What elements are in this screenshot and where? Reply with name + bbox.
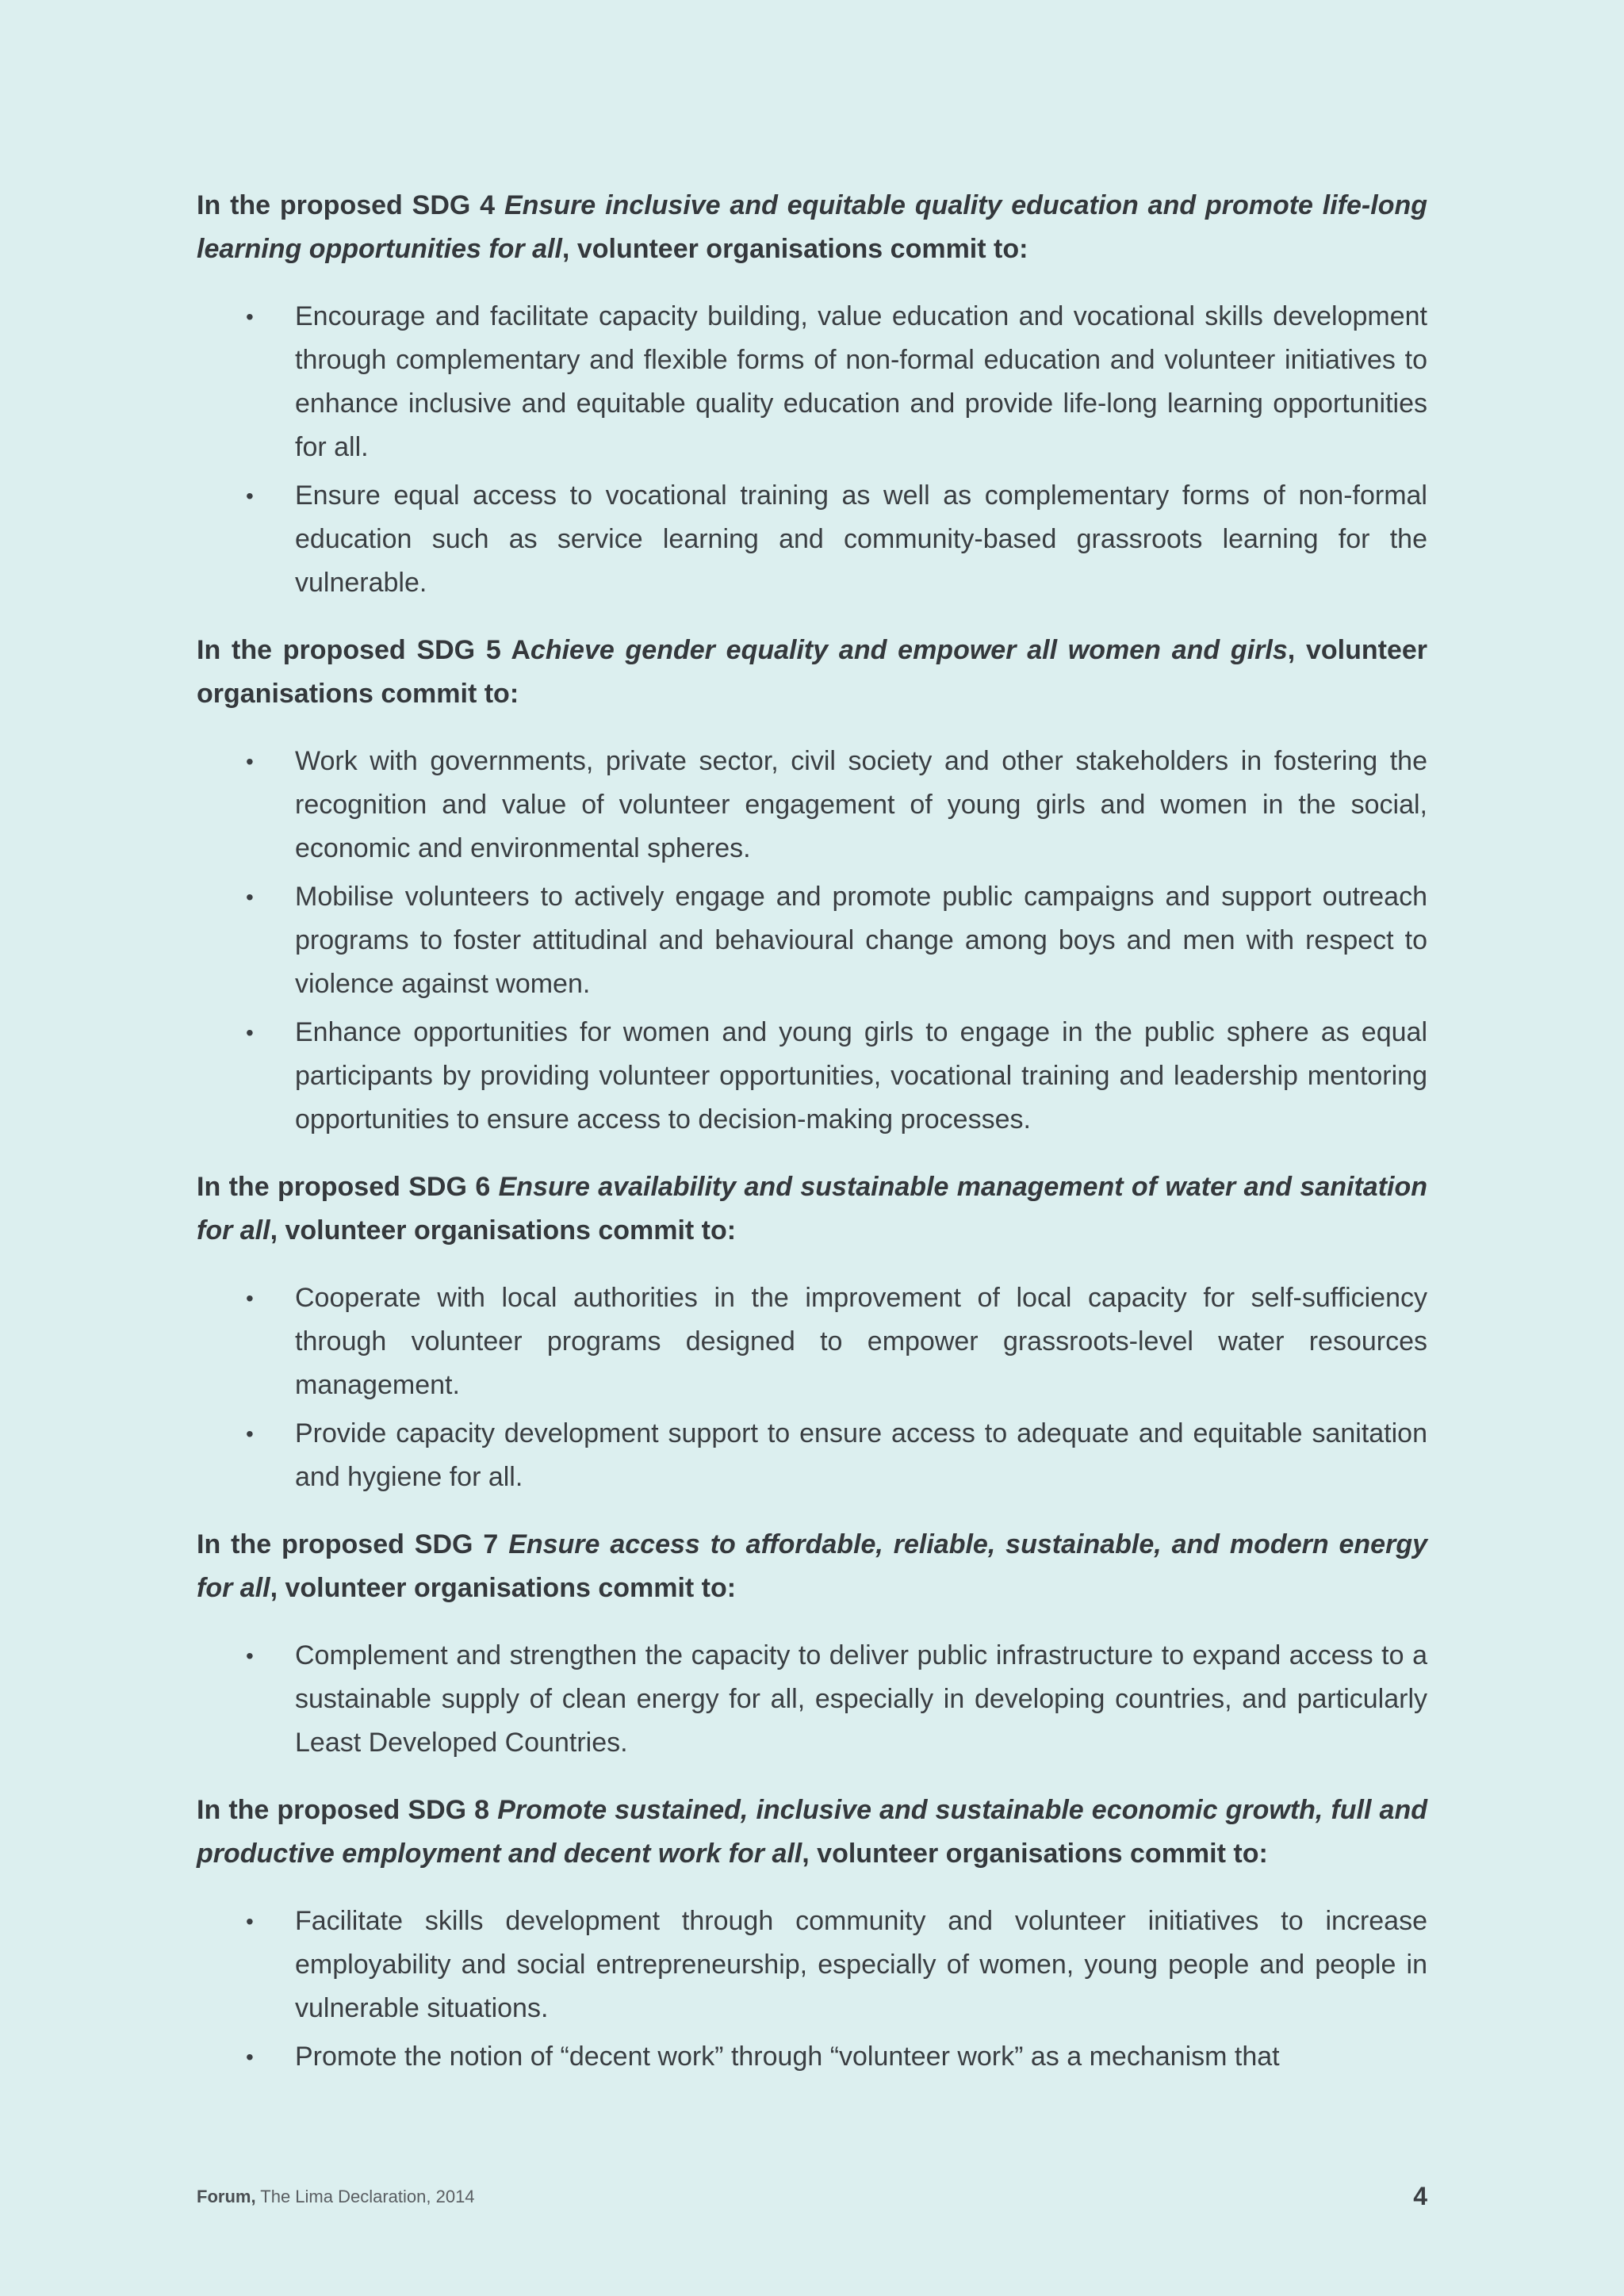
sdg-4-commitments <box>197 295 1427 605</box>
list-item-text: Ensure equal access to vocational training as well as complementary forms of non-formal education such as service learning and community-based grassroots learning for the vulnerable. <box>295 480 1427 598</box>
document-body <box>197 184 1427 2103</box>
list-item <box>197 295 1427 469</box>
list-item-text: Mobilise volunteers to actively engage and promote public campaigns and support outreach programs to foster attitudinal and behavioural change among boys and men with respect to violence against women. <box>295 882 1427 999</box>
goal-title: chieve gender equality and empower all women and girls <box>530 635 1288 665</box>
bullet-icon: • <box>246 749 254 774</box>
bullet-icon: • <box>246 484 254 508</box>
heading-suffix: , volunteer organisations commit to: <box>561 234 1028 264</box>
footer-brand: Forum, <box>197 2187 256 2206</box>
goal-title: Promote sustained, inclusive and sustainable economic growth, full and productive employment and decent work for all <box>197 1795 1427 1869</box>
list-item-text: Complement and strengthen the capacity to deliver public infrastructure to expand access to a sustainable supply of clean energy for all, especially in developing countries, and particularly Least Developed Countries. <box>295 1640 1427 1758</box>
list-item <box>197 740 1427 871</box>
list-item <box>197 875 1427 1006</box>
heading-prefix: In the proposed SDG 4 <box>197 190 504 220</box>
heading-suffix: , volunteer organisations commit to: <box>270 1573 737 1603</box>
heading-suffix: , volunteer organisations commit to: <box>270 1215 737 1246</box>
heading-prefix: In the proposed SDG 8 <box>197 1795 498 1825</box>
sdg-5-heading <box>197 629 1427 716</box>
bullet-icon: • <box>246 304 254 329</box>
sdg-8-commitments <box>197 1900 1427 2079</box>
sdg-5-commitments <box>197 740 1427 1142</box>
list-item <box>197 1276 1427 1407</box>
list-item-text: Enhance opportunities for women and young girls to engage in the public sphere as equal participants by providing volunteer opportunities, vocational training and leadership mentoring opportunities to ensure access to decision-making processes. <box>295 1017 1427 1135</box>
bullet-icon: • <box>246 1644 254 1668</box>
sdg-7-commitments <box>197 1634 1427 1765</box>
heading-suffix: , volunteer organisations commit to: <box>197 635 1427 709</box>
list-item <box>197 474 1427 605</box>
bullet-icon: • <box>246 1909 254 1934</box>
bullet-icon: • <box>246 1422 254 1446</box>
list-item <box>197 1011 1427 1142</box>
goal-title: Ensure inclusive and equitable quality education and promote life-long learning opportunities for all <box>197 190 1428 264</box>
list-item <box>197 1900 1427 2030</box>
goal-title: Ensure access to affordable, reliable, sustainable, and modern energy for all <box>197 1529 1427 1603</box>
list-item-text: Facilitate skills development through community and volunteer initiatives to increase employability and social entrepreneurship, especially of women, young people and people in vulnerable situations. <box>295 1906 1427 2023</box>
list-item-text: Cooperate with local authorities in the improvement of local capacity for self-sufficiency through volunteer programs designed to empower grassroots-level water resources management. <box>295 1283 1427 1400</box>
page-number: 4 <box>1413 2182 1427 2210</box>
page-footer <box>197 2187 475 2207</box>
bullet-icon: • <box>246 1286 254 1311</box>
list-item-text: Encourage and facilitate capacity building, value education and vocational skills development through complementary and flexible forms of non-formal education and volunteer initiatives to enhance inclusive and equitable quality education and provide life-long learning opportunities for all. <box>295 301 1427 462</box>
heading-prefix: In the proposed SDG 6 <box>197 1172 499 1202</box>
sdg-6-commitments <box>197 1276 1427 1499</box>
sdg-7-heading <box>197 1523 1427 1610</box>
bullet-icon: • <box>246 1020 254 1045</box>
list-item-text: Promote the notion of “decent work” through “volunteer work” as a mechanism that <box>295 2042 1280 2072</box>
list-item-text: Work with governments, private sector, civil society and other stakeholders in fostering the recognition and value of volunteer engagement of young girls and women in the social, economic and environmental spheres. <box>295 746 1427 863</box>
sdg-6-heading <box>197 1165 1427 1253</box>
list-item-text: Provide capacity development support to ensure access to adequate and equitable sanitation and hygiene for all. <box>295 1418 1427 1492</box>
footer-title: The Lima Declaration, 2014 <box>255 2187 475 2206</box>
bullet-icon: • <box>246 2045 254 2069</box>
heading-prefix: In the proposed SDG 5 A <box>197 635 530 665</box>
goal-title: Ensure availability and sustainable management of water and sanitation for all <box>197 1172 1427 1246</box>
list-item <box>197 1412 1427 1499</box>
list-item <box>197 2035 1427 2079</box>
heading-suffix: , volunteer organisations commit to: <box>802 1839 1268 1869</box>
list-item <box>197 1634 1427 1765</box>
bullet-icon: • <box>246 885 254 909</box>
heading-prefix: In the proposed SDG 7 <box>197 1529 509 1559</box>
sdg-4-heading <box>197 184 1427 271</box>
sdg-8-heading <box>197 1789 1427 1876</box>
